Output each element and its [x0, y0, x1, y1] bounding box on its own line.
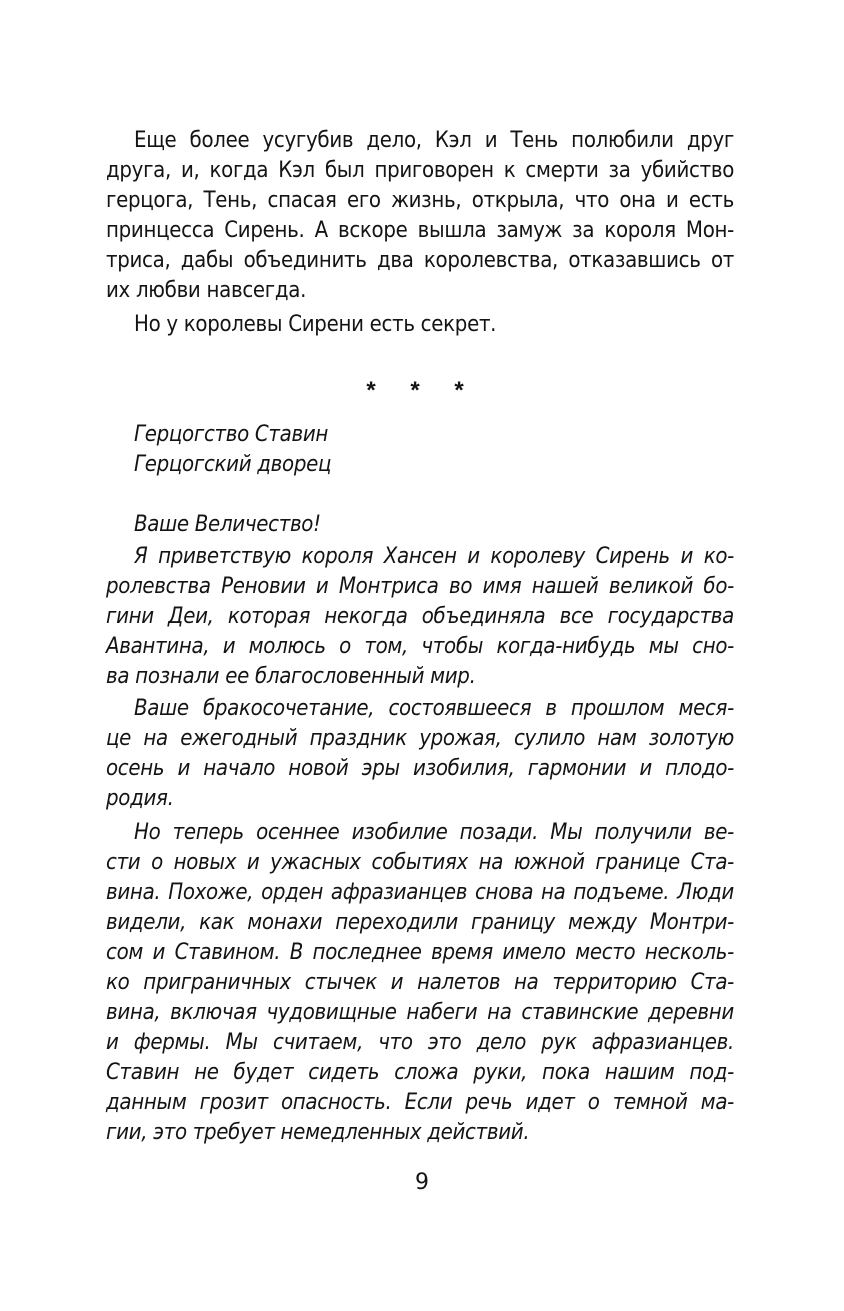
letter-line: сти о новых и ужасных событиях на южной границе Ста- [106, 850, 734, 875]
letter-line: и фермы. Мы считаем, что это дело рук афразианцев. [106, 1030, 734, 1055]
intro-line: триса, дабы объединить два королевства, отказавшись от [106, 248, 734, 273]
letter-line: родия. [106, 786, 174, 811]
intro-line: Но у королевы Сирени есть секрет. [134, 312, 497, 337]
intro-line: Еще более усугубив дело, Кэл и Тень полюбили друг [134, 128, 734, 153]
letter-line: данным грозит опасность. Если речь идет о темной ма- [106, 1090, 734, 1115]
letter-line: видели, как монахи переходили границу между Монтри- [106, 910, 734, 935]
letter-line: ва познали ее благословенный мир. [106, 664, 476, 689]
intro-line: друга, и, когда Кэл был приговорен к смерти за убийство [106, 158, 734, 183]
letter-line: Ставин не будет сидеть сложа руки, пока нашим под- [106, 1060, 734, 1085]
heading-line: Герцогский дворец [134, 452, 332, 477]
letter-line: Но теперь осеннее изобилие позади. Мы получили ве- [134, 820, 734, 845]
intro-line: их любви навсегда. [106, 278, 307, 303]
letter-line: Я приветствую короля Хансен и королеву Сирень и ко- [134, 544, 734, 569]
heading-line: Герцогство Ставин [134, 422, 329, 447]
letter-line: Авантина, и молюсь о том, чтобы когда-нибудь мы сно- [106, 634, 734, 659]
letter-line: ко приграничных стычек и налетов на территорию Ста- [106, 970, 734, 995]
page-number: 9 [415, 1170, 429, 1195]
intro-line: герцога, Тень, спасая его жизнь, открыла, что она и есть [106, 188, 734, 213]
letter-line: це на ежегодный праздник урожая, сулило нам золотую [106, 726, 734, 751]
letter-line: сом и Ставином. В последнее время имело место несколь- [106, 940, 734, 965]
letter-line: вина. Похоже, орден афразианцев снова на подъеме. Люди [106, 880, 734, 905]
letter-line: гии, это требует немедленных действий. [106, 1120, 530, 1145]
letter-line: вина, включая чудовищные набеги на ставинские деревни [106, 1000, 734, 1025]
letter-line: ролевства Реновии и Монтриса во имя нашей великой бо- [106, 574, 734, 599]
letter-salutation: Ваше Величество! [134, 512, 321, 537]
letter-line: гини Деи, которая некогда объединяла все государства [106, 604, 734, 629]
letter-line: осень и начало новой эры изобилия, гармонии и плодо- [106, 756, 734, 781]
letter-line: Ваше бракосочетание, состоявшееся в прошлом меся- [134, 696, 734, 721]
section-separator: * * * [366, 377, 478, 404]
intro-line: принцесса Сирень. А вскоре вышла замуж за короля Мон- [106, 218, 734, 243]
